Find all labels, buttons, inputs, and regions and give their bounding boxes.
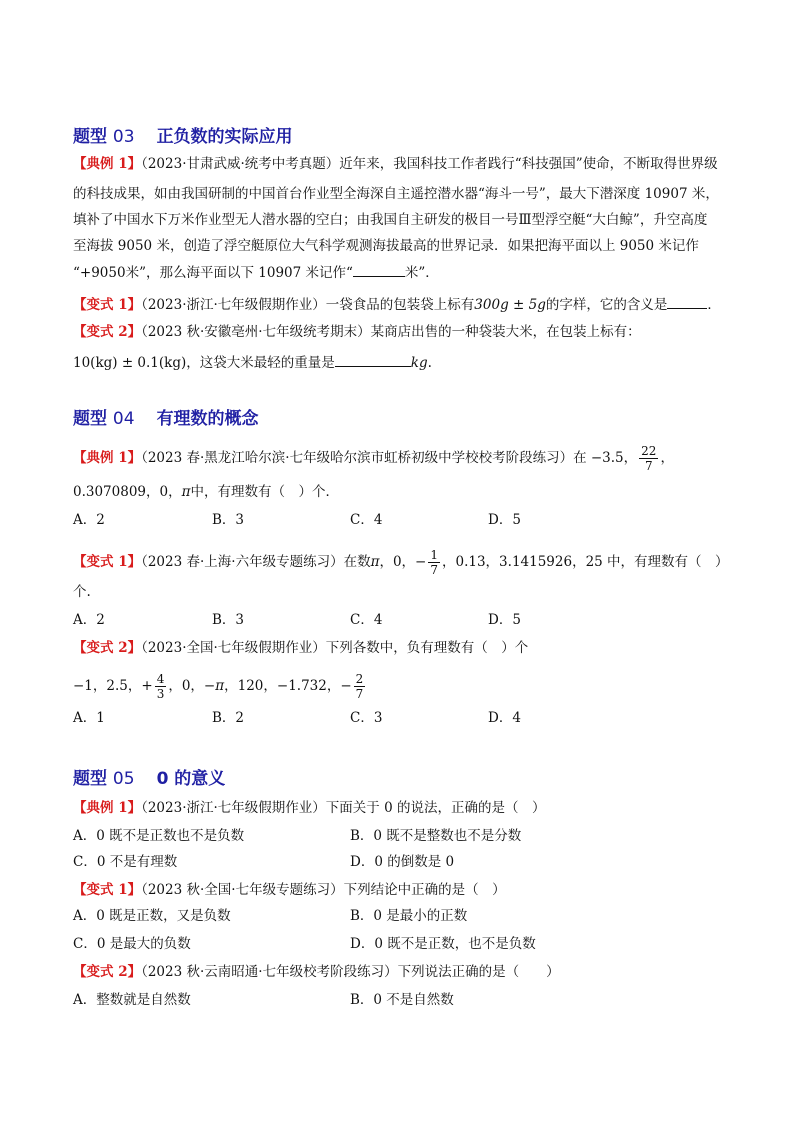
fraction-denominator: 3 [156, 687, 165, 701]
question-text: 填补了中国水下万米作业型无人潜水器的空白；由我国自主研发的极目一号Ⅲ型浮空艇“大白鲸”，升空高度 [73, 212, 708, 228]
question-source: （2023 秋·云南昭通·七年级校考阶段练习） [141, 964, 398, 980]
option-c[interactable]: C．3 [350, 710, 383, 726]
question-source: （2023 秋·安徽亳州·七年级统考期末） [141, 324, 371, 340]
question-line [73, 880, 506, 900]
question-line [73, 154, 718, 174]
question-source: （2023 春·上海·六年级专题练习） [141, 554, 344, 570]
question-line [73, 322, 641, 342]
option-d[interactable]: D．0 既不是正数，也不是负数 [350, 936, 536, 952]
fraction-numerator: 2 [355, 672, 364, 686]
question-tag: 【变式 2】 [73, 640, 142, 656]
question-text: “+9050米”，那么海平面以下 10907 米记作“ [73, 265, 353, 281]
question-text: 米”． [404, 265, 439, 281]
question-line [73, 352, 432, 373]
question-line [73, 582, 91, 602]
question-text: ， [660, 450, 674, 466]
question-source: （2023 春·黑龙江哈尔滨·七年级哈尔滨市虹桥初级中学校校考阶段练习） [141, 450, 574, 466]
question-tag: 【典例 1】 [73, 156, 142, 172]
question-text: 至海拔 9050 米，创造了浮空艇原位大气科学观测海拔最高的世界记录．如果把海平面以上 9050 米记作 [73, 238, 699, 254]
question-source: （2023·全国·七年级假期作业） [141, 640, 326, 656]
section-title-04 [73, 404, 259, 429]
question-text: ，0.13，3.1415926，25 中，有理数有（ ） [442, 554, 729, 570]
question-tag: 【变式 1】 [73, 297, 142, 313]
section-label: 题型 [73, 769, 107, 789]
question-line [73, 236, 699, 256]
fraction [155, 672, 167, 701]
question-line [73, 444, 674, 473]
question-text: 0.3070809，0， [73, 484, 182, 500]
option-a[interactable]: A．1 [73, 710, 105, 726]
question-text: −1，2.5，+ [73, 678, 153, 694]
question-source: （2023 秋·全国·七年级专题练习） [141, 882, 344, 898]
pi-symbol: π [181, 484, 191, 500]
fraction-numerator: 1 [430, 548, 438, 562]
answer-blank[interactable] [335, 352, 411, 367]
question-text: 下列说法正确的是（ ） [397, 964, 560, 980]
section-number: 04 [112, 409, 135, 429]
option-c[interactable]: C．0 是最大的负数 [73, 936, 191, 952]
option-b[interactable]: B．0 既不是整数也不是分数 [350, 828, 522, 844]
option-d[interactable]: D．5 [488, 612, 521, 628]
minus-sign: − [415, 554, 427, 570]
question-source: （2023·浙江·七年级假期作业） [141, 800, 326, 816]
question-text: 的字样，它的含义是 [545, 297, 668, 313]
question-text: 的科技成果，如由我国研制的中国首台作业型全海深自主遥控潜水器“海斗一号”，最大下潜深度 10907 米， [73, 186, 719, 202]
option-a[interactable]: A．整数就是自然数 [73, 992, 191, 1008]
question-line [73, 184, 719, 204]
question-line [73, 482, 339, 502]
question-line [73, 798, 545, 818]
question-text: ，0，− [168, 678, 216, 694]
unit-label: kg [410, 355, 428, 371]
question-text: 个. [73, 584, 91, 600]
fraction-denominator: 7 [430, 563, 438, 577]
fraction [428, 548, 440, 577]
question-line [73, 672, 367, 701]
math-expression: 10(kg) ± 0.1(kg) [73, 355, 187, 371]
option-c[interactable]: C．0 不是有理数 [73, 854, 178, 870]
fraction-numerator: 22 [641, 444, 657, 458]
question-text: . [427, 355, 432, 371]
question-text: 下列结论中正确的是（ ） [343, 882, 506, 898]
question-source: （2023·甘肃武威·统考中考真题） [141, 156, 340, 172]
pi-symbol: π [370, 554, 380, 570]
fraction [354, 672, 366, 701]
question-line [73, 548, 729, 577]
section-title-05 [73, 764, 225, 789]
question-tag: 【变式 1】 [73, 554, 142, 570]
question-text: ，这袋大米最轻的重量是 [186, 355, 335, 371]
question-tag: 【典例 1】 [73, 450, 142, 466]
question-source: （2023·浙江·七年级假期作业） [141, 297, 326, 313]
question-tag: 【变式 2】 [73, 964, 142, 980]
question-tag: 【典例 1】 [73, 800, 142, 816]
option-a[interactable]: A．2 [73, 612, 105, 628]
option-d[interactable]: D．5 [488, 512, 521, 528]
option-c[interactable]: C．4 [350, 512, 383, 528]
question-text: ，0， [379, 554, 416, 570]
option-a[interactable]: A．0 既不是正数也不是负数 [73, 828, 245, 844]
question-tag: 【变式 2】 [73, 324, 142, 340]
question-text: 在 −3.5， [573, 450, 638, 466]
section-heading: 有理数的概念 [156, 409, 259, 429]
fraction-denominator: 7 [355, 687, 364, 701]
option-b[interactable]: B．3 [212, 612, 245, 628]
question-tag: 【变式 1】 [73, 882, 142, 898]
option-a[interactable]: A．2 [73, 512, 105, 528]
option-d[interactable]: D．0 的倒数是 0 [350, 854, 455, 870]
question-line [73, 962, 560, 982]
section-title-03 [73, 122, 293, 147]
section-heading: 正负数的实际应用 [156, 127, 293, 147]
option-b[interactable]: B．3 [212, 512, 245, 528]
section-label: 题型 [73, 127, 107, 147]
answer-blank[interactable] [667, 294, 707, 309]
fraction-denominator: 7 [644, 459, 653, 473]
option-a[interactable]: A．0 既是正数，又是负数 [73, 908, 231, 924]
option-b[interactable]: B．0 不是自然数 [350, 992, 454, 1008]
question-text: 下列各数中，负有理数有（ ）个 [325, 640, 529, 656]
question-text: 在数 [343, 554, 371, 570]
fraction [639, 444, 658, 473]
option-b[interactable]: B．2 [212, 710, 245, 726]
fraction-numerator: 4 [156, 672, 165, 686]
question-text: ． [707, 297, 721, 313]
question-text: 某商店出售的一种袋装大米，在包装上标有： [370, 324, 641, 340]
question-text: 中，有理数有（ ）个． [190, 484, 339, 500]
question-text: ，120，−1.732，− [224, 678, 352, 694]
option-d[interactable]: D．4 [488, 710, 521, 726]
section-label: 题型 [73, 409, 107, 429]
math-expression: 300g ± 5g [474, 297, 546, 313]
option-c[interactable]: C．4 [350, 612, 383, 628]
question-text: 下面关于 0 的说法，正确的是（ ） [325, 800, 546, 816]
section-number: 03 [112, 127, 135, 147]
question-text: 一袋食品的包装袋上标有 [325, 297, 475, 313]
question-text: 近年来，我国科技工作者践行“科技强国”使命，不断取得世界级 [339, 156, 718, 172]
section-number: 05 [112, 769, 135, 789]
question-line [73, 262, 439, 283]
question-line [73, 210, 707, 230]
pi-symbol: π [215, 678, 225, 694]
option-b[interactable]: B．0 是最小的正数 [350, 908, 468, 924]
answer-blank[interactable] [353, 262, 405, 277]
question-line [73, 294, 721, 315]
section-heading: 0 的意义 [156, 769, 226, 789]
question-line [73, 638, 528, 658]
